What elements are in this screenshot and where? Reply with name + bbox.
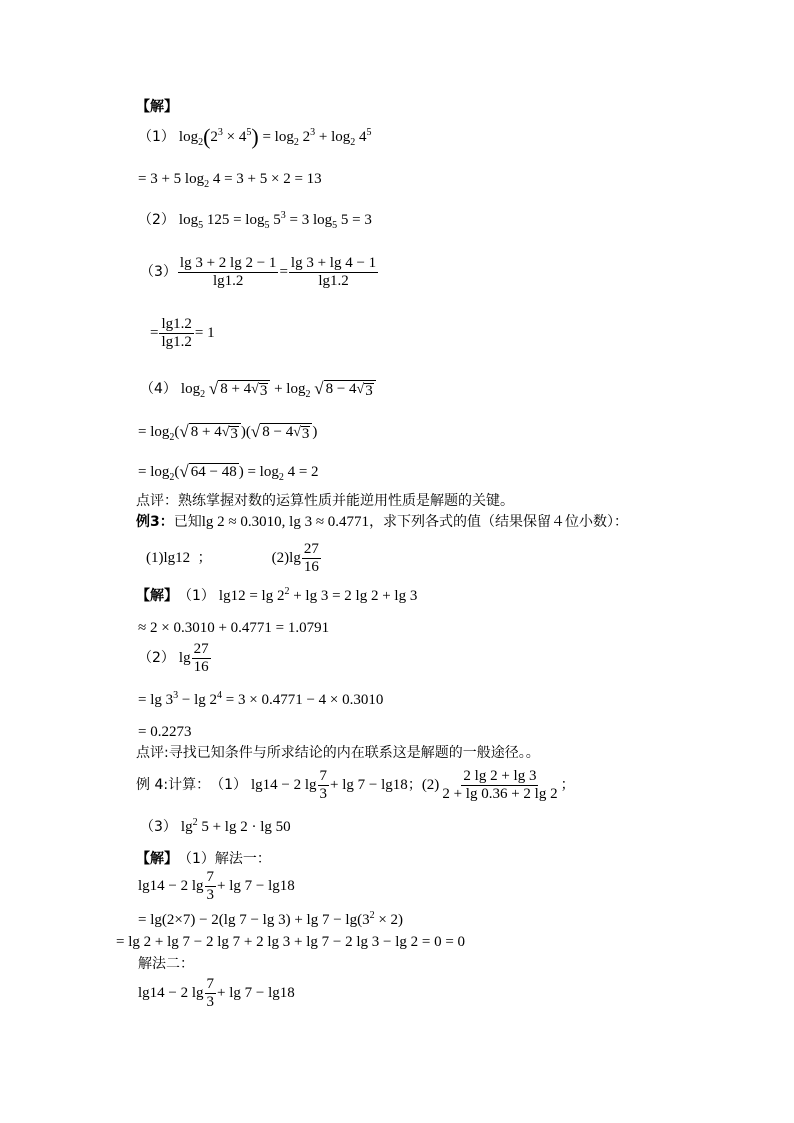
example-3-solution-2-line-3: = 0.2273	[138, 724, 192, 740]
part-2-number: （2）	[138, 212, 175, 228]
solution-label: 【解】	[136, 851, 178, 867]
example-3-solution-1-line-2: ≈ 2 × 0.3010 + 0.4771 = 1.0791	[138, 620, 330, 636]
comment-2-text: 点评:寻找已知条件与所求结论的内在联系这是解题的一般途径。。	[136, 745, 540, 761]
example-3-statement: 例3： 已知 lg 2 ≈ 0.3010, lg 3 ≈ 0.4771 ，求下列各式的值（结果保留４位小数）：	[136, 514, 629, 530]
solution-4-line-3: = $\log_2$( √ 64 − 48 ) = $\log_2 4 = 2$	[138, 462, 319, 483]
fraction: $\frac{\lg 3 + 2 \lg 2 - 1}{\lg 1.2}$	[179, 254, 277, 289]
example-4-q2-number: (2)	[421, 777, 440, 793]
part-3-number: （3）	[140, 264, 177, 280]
comment-1-text: 点评：熟练掌握对数的运算性质并能逆用性质是解题的关键。	[136, 493, 514, 509]
separator: ；	[407, 777, 422, 793]
part-1-number: （1）	[210, 777, 247, 793]
solution-4-line-1: （4） $\log_2$ √ 8 + 4 √ 3 + $\log_2$ √ 8 − 4 √ 3	[140, 378, 376, 400]
comment-1	[136, 492, 514, 510]
method-1-label: 解法一：	[214, 851, 271, 867]
solution-3-line-1: （3） $\frac{\lg 3 + 2 \lg 2 - 1}{\lg 1.2}$ = $\frac{\lg 3 + \lg 4 - 1}{\lg 1.2}$	[140, 254, 377, 289]
part-1-number: （1）	[178, 851, 215, 867]
example-4-statement: 例 4:计算： （1） lg14 − 2 lg 7 3 + lg 7 − lg18 ； (2) 2 lg 2 + lg 3 2 + lg 0.36 + 2 lg 2 ；	[136, 767, 575, 802]
example-3-known: 已知	[173, 514, 202, 530]
solution-label: 【解】	[136, 99, 178, 115]
part-1-number: （1）	[178, 588, 215, 604]
solution-2-line: （2） $\log_5 125 = \log_5 5^3 = 3$ $\log_5 5 = 3$	[138, 210, 372, 231]
example-3-solution-1: 【解】 （1） $\lg 12 = \lg 2^2 + \lg 3 = 2$ lg 2 + lg 3	[136, 586, 418, 604]
method-2-heading	[138, 955, 194, 973]
example-3-solution-2: （2） lg 27 16	[138, 640, 209, 675]
example-3-ask: ，求下列各式的值（结果保留４位小数）：	[369, 514, 629, 530]
fraction: 7 3	[206, 868, 215, 903]
solution-1-line-2: = 3 + 5 $\log_2 4 = 3 + 5 \times 2 = 13$	[138, 171, 322, 190]
method-1-line-1: lg14 − 2 lg 7 3 + lg 7 − lg18	[138, 868, 295, 903]
example-3-q2-number: (2)	[271, 550, 290, 566]
comment-2	[136, 744, 540, 762]
fraction: 7 3	[319, 767, 328, 802]
fraction: $\frac{\lg 1.2}{\lg 1.2}$	[161, 315, 192, 350]
fraction: 27 16	[303, 540, 319, 575]
fraction: 2 lg 2 + lg 3 2 + lg 0.36 + 2 lg 2	[442, 767, 558, 802]
part-2-number: （2）	[138, 650, 175, 666]
method-1-line-2: = lg(2×7) − 2(lg $7 - \lg 3) + \lg 7 - \lg(3^2 \times 2)$	[138, 910, 404, 928]
solution-1-line-1: （1） $\log_2$ ( $2^3 \times 4^5$ ) = $\log_2 2^3 + \log_2 4^5$	[138, 124, 372, 149]
fraction: $\frac{\lg 3 + \lg 4 - 1}{\lg 1.2}$	[290, 254, 377, 289]
method-2-line-1: lg14 − 2 lg 7 3 + lg 7 − lg18	[138, 975, 295, 1010]
example-3-q1-number: (1)	[146, 550, 164, 566]
example-3-solution-2-line-2: = $\lg 3^3 - \lg 2^4 = 3 \times 0.4771 - 4 \times 0.3010$	[138, 690, 384, 708]
separator: ；	[197, 550, 212, 566]
example-4-label: 例 4:计算：	[136, 777, 211, 793]
part-4-number: （4）	[140, 381, 177, 397]
fraction: 7 3	[206, 975, 215, 1010]
solution-4-line-2: = $\log_2$( √ 8 + 4 √ 3 )( √ 8 − 4 √ 3 )	[138, 422, 318, 443]
solution-3-line-2: = $\frac{\lg 1.2}{\lg 1.2}$ = 1	[150, 315, 215, 350]
separator: ；	[560, 777, 575, 793]
part-3-number: （3）	[140, 819, 177, 835]
part-1-number: （1）	[138, 129, 175, 145]
method-2-label: 解法二：	[138, 956, 194, 972]
example-3-questions: (1) lg12 ； (2) lg 27 16	[146, 540, 319, 575]
solution-heading	[136, 98, 178, 116]
method-1-line-3: = lg 2 + lg 7 − 2 lg 7 + 2 lg 3 + lg 7 − 2 lg 3 − lg 2 = 0 = 0	[116, 934, 466, 950]
example-4-q3: （3） $\lg^2 5 + \lg 2 \cdot \lg 50$	[140, 817, 291, 835]
solution-label: 【解】	[136, 588, 178, 604]
example-3-label: 例3：	[136, 514, 174, 530]
fraction: 27 16	[193, 640, 209, 675]
